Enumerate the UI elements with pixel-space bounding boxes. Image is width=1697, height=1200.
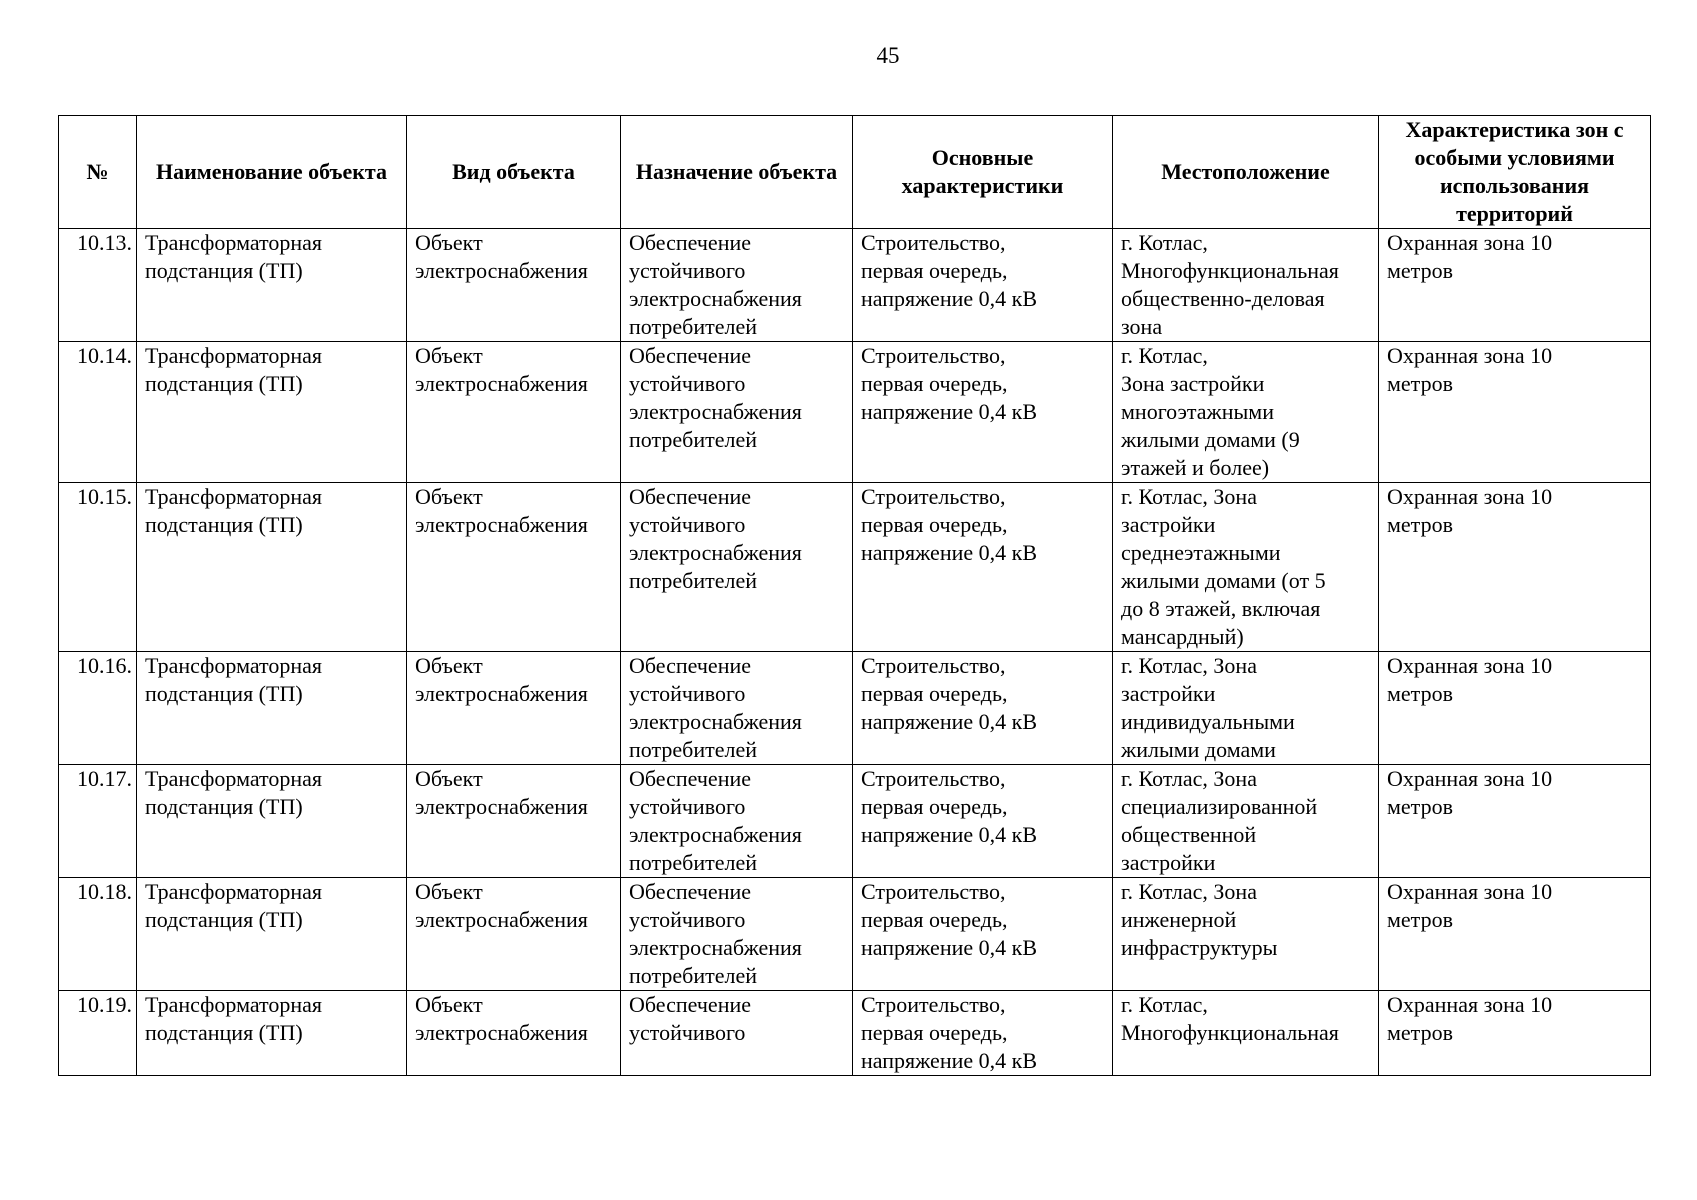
row-number: 10.17. (59, 765, 137, 878)
header-main-characteristics: Основные характеристики (853, 116, 1113, 229)
cell-text: Строительство, первая очередь, напряжение 0,4 кВ (861, 653, 1037, 734)
cell-special-zones (1379, 483, 1651, 652)
cell-special-zones (1379, 342, 1651, 483)
header-object-type: Вид объекта (407, 116, 621, 229)
cell-location (1113, 483, 1379, 652)
cell-main-characteristics (853, 342, 1113, 483)
header-location: Местоположение (1113, 116, 1379, 229)
cell-text: Объект электроснабжения (415, 343, 588, 396)
cell-text: Охранная зона 10 метров (1387, 653, 1553, 706)
cell-text: Строительство, первая очередь, напряжение 0,4 кВ (861, 766, 1037, 847)
cell-object-type (407, 229, 621, 342)
cell-text: Трансформаторная подстанция (ТП) (145, 766, 323, 819)
cell-text: Строительство, первая очередь, напряжение 0,4 кВ (861, 992, 1037, 1073)
cell-text: Объект электроснабжения (415, 653, 588, 706)
cell-object-type (407, 342, 621, 483)
cell-location (1113, 229, 1379, 342)
cell-text: г. Котлас, Зона застройки многоэтажными жилыми домами (9 этажей и более) (1121, 343, 1300, 480)
objects-table (58, 115, 1651, 1076)
cell-text: Трансформаторная подстанция (ТП) (145, 653, 323, 706)
row-number: 10.16. (59, 652, 137, 765)
cell-object-name (137, 483, 407, 652)
cell-special-zones (1379, 878, 1651, 991)
header-special-zones: Характеристика зон с особыми условиями использования территорий (1379, 116, 1651, 229)
table-row (59, 652, 1651, 765)
cell-text: г. Котлас, Зона застройки индивидуальными жилыми домами (1121, 653, 1295, 762)
row-number: 10.13. (59, 229, 137, 342)
cell-text: Строительство, первая очередь, напряжение 0,4 кВ (861, 230, 1037, 311)
cell-object-purpose (621, 483, 853, 652)
cell-text: Обеспечение устойчивого электроснабжения потребителей (629, 766, 802, 875)
table-row (59, 765, 1651, 878)
cell-text: Трансформаторная подстанция (ТП) (145, 230, 323, 283)
cell-object-type (407, 483, 621, 652)
cell-object-type (407, 652, 621, 765)
table-row (59, 878, 1651, 991)
cell-text: Трансформаторная подстанция (ТП) (145, 343, 323, 396)
cell-location (1113, 652, 1379, 765)
cell-object-purpose (621, 652, 853, 765)
row-number: 10.14. (59, 342, 137, 483)
table-row (59, 991, 1651, 1076)
cell-text: Трансформаторная подстанция (ТП) (145, 992, 323, 1045)
cell-text: Объект электроснабжения (415, 879, 588, 932)
header-object-name: Наименование объекта (137, 116, 407, 229)
cell-text: Обеспечение устойчивого электроснабжения потребителей (629, 343, 802, 452)
cell-text: г. Котлас, Многофункциональная общественно-деловая зона (1121, 230, 1339, 339)
cell-main-characteristics (853, 229, 1113, 342)
cell-text: Охранная зона 10 метров (1387, 343, 1553, 396)
cell-object-type (407, 878, 621, 991)
cell-location (1113, 991, 1379, 1076)
cell-special-zones (1379, 991, 1651, 1076)
cell-text: Охранная зона 10 метров (1387, 484, 1553, 537)
cell-object-name (137, 652, 407, 765)
cell-text: г. Котлас, Зона инженерной инфраструктуры (1121, 879, 1278, 960)
cell-location (1113, 342, 1379, 483)
cell-text: Объект электроснабжения (415, 484, 588, 537)
cell-text: Строительство, первая очередь, напряжение 0,4 кВ (861, 879, 1037, 960)
cell-object-name (137, 342, 407, 483)
cell-special-zones (1379, 652, 1651, 765)
table-row (59, 483, 1651, 652)
header-number: № (59, 116, 137, 229)
cell-text: Обеспечение устойчивого электроснабжения потребителей (629, 230, 802, 339)
cell-object-purpose (621, 991, 853, 1076)
cell-object-purpose (621, 878, 853, 991)
cell-object-purpose (621, 229, 853, 342)
cell-text: г. Котлас, Зона застройки среднеэтажными жилыми домами (от 5 до 8 этажей, включая мансардный) (1121, 484, 1326, 649)
page-number: 45 (876, 43, 900, 68)
cell-special-zones (1379, 765, 1651, 878)
cell-text: Трансформаторная подстанция (ТП) (145, 879, 323, 932)
cell-object-purpose (621, 342, 853, 483)
cell-location (1113, 765, 1379, 878)
cell-text: Охранная зона 10 метров (1387, 230, 1553, 283)
cell-object-type (407, 765, 621, 878)
cell-special-zones (1379, 229, 1651, 342)
cell-text: Трансформаторная подстанция (ТП) (145, 484, 323, 537)
cell-object-name (137, 229, 407, 342)
cell-text: Обеспечение устойчивого (629, 992, 751, 1045)
cell-text: Обеспечение устойчивого электроснабжения потребителей (629, 879, 802, 988)
table-row (59, 229, 1651, 342)
cell-text: Охранная зона 10 метров (1387, 992, 1553, 1045)
cell-text: Охранная зона 10 метров (1387, 766, 1553, 819)
cell-main-characteristics (853, 991, 1113, 1076)
row-number: 10.15. (59, 483, 137, 652)
cell-text: Строительство, первая очередь, напряжение 0,4 кВ (861, 343, 1037, 424)
cell-object-name (137, 878, 407, 991)
header-object-purpose: Назначение объекта (621, 116, 853, 229)
cell-object-purpose (621, 765, 853, 878)
cell-main-characteristics (853, 652, 1113, 765)
table-row (59, 342, 1651, 483)
cell-text: Строительство, первая очередь, напряжение 0,4 кВ (861, 484, 1037, 565)
table-header-row (59, 116, 1651, 229)
cell-text: г. Котлас, Многофункциональная (1121, 992, 1339, 1045)
cell-text: Объект электроснабжения (415, 992, 588, 1045)
cell-main-characteristics (853, 878, 1113, 991)
cell-main-characteristics (853, 765, 1113, 878)
cell-object-name (137, 991, 407, 1076)
cell-main-characteristics (853, 483, 1113, 652)
row-number: 10.19. (59, 991, 137, 1076)
cell-text: Объект электроснабжения (415, 766, 588, 819)
cell-text: Охранная зона 10 метров (1387, 879, 1553, 932)
cell-object-type (407, 991, 621, 1076)
cell-location (1113, 878, 1379, 991)
cell-text: Обеспечение устойчивого электроснабжения потребителей (629, 653, 802, 762)
row-number: 10.18. (59, 878, 137, 991)
cell-text: г. Котлас, Зона специализированной общественной застройки (1121, 766, 1318, 875)
cell-text: Обеспечение устойчивого электроснабжения потребителей (629, 484, 802, 593)
cell-text: Объект электроснабжения (415, 230, 588, 283)
cell-object-name (137, 765, 407, 878)
